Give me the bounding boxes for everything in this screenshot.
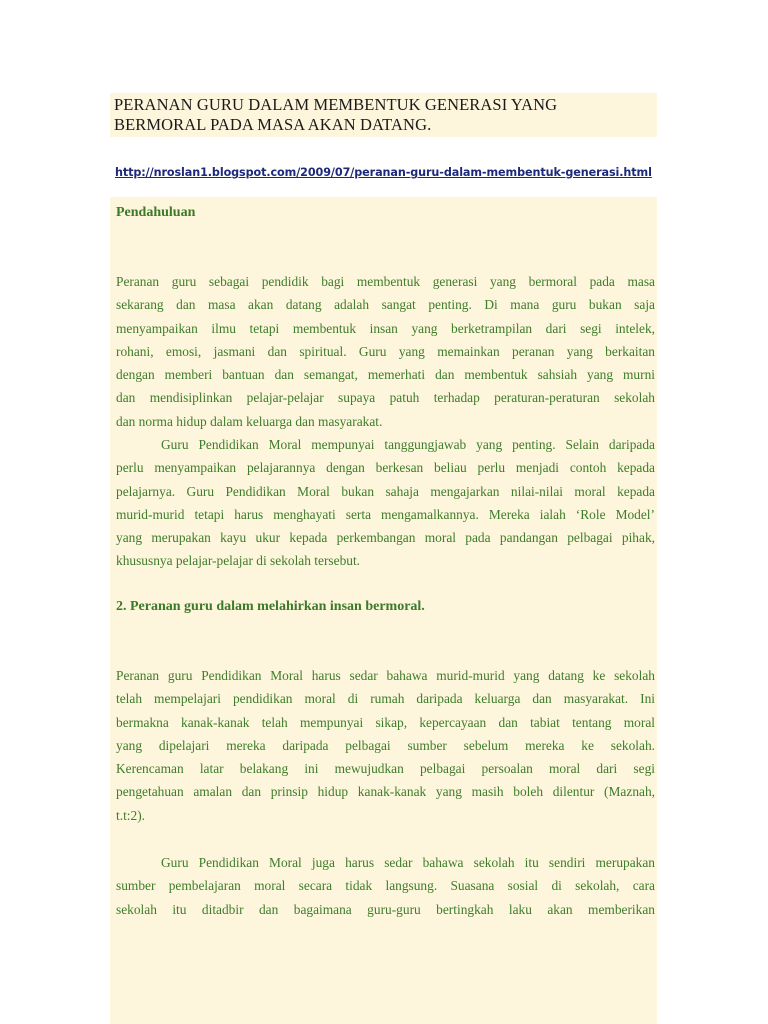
paragraph-line: rohani, emosi, jasmani dan spiritual. Guru yang memainkan peranan yang berkaitan xyxy=(116,343,655,359)
source-link[interactable]: http://nroslan1.blogspot.com/2009/07/peranan-guru-dalam-membentuk-generasi.html xyxy=(115,166,652,179)
paragraph-line: sekarang dan masa akan datang adalah sangat penting. Di mana guru bukan saja xyxy=(116,297,655,313)
paragraph-line: telah mempelajari pendidikan moral di rumah daripada keluarga dan masyarakat. Ini xyxy=(116,691,655,707)
document-title xyxy=(110,93,657,137)
paragraph-line: murid-murid tetapi harus menghayati serta mengamalkannya. Mereka ialah ‘Role Model’ xyxy=(116,506,655,522)
paragraph-line: perlu menyampaikan pelajarannya dengan berkesan beliau perlu menjadi contoh kepada xyxy=(116,460,655,476)
paragraph-line: bermakna kanak-kanak telah mempunyai sikap, kepercayaan dan tabiat tentang moral xyxy=(116,714,655,730)
section-heading-2: 2. Peranan guru dalam melahirkan insan bermoral. xyxy=(116,599,425,614)
paragraph-line: yang dipelajari mereka daripada pelbagai sumber sebelum mereka ke sekolah. xyxy=(116,737,655,753)
paragraph-line: Guru Pendidikan Moral mempunyai tanggungjawab yang penting. Selain daripada xyxy=(161,437,655,452)
paragraph-line: dan norma hidup dalam keluarga dan masyarakat. xyxy=(116,413,383,429)
paragraph-intro-2 xyxy=(116,433,655,573)
paragraph-line: Guru Pendidikan Moral juga harus sedar bahawa sekolah itu sendiri merupakan xyxy=(161,855,655,870)
paragraph-line: sekolah itu ditadbir dan bagaimana guru-guru bertingkah laku akan memberikan xyxy=(116,901,655,917)
title-line-2: BERMORAL PADA MASA AKAN DATANG. xyxy=(114,115,432,134)
paragraph-line: khususnya pelajar-pelajar di sekolah tersebut. xyxy=(116,553,361,569)
section-heading-pendahuluan: Pendahuluan xyxy=(116,205,196,220)
paragraph-line: Peranan guru Pendidikan Moral harus sedar bahawa murid-murid yang datang ke sekolah xyxy=(116,668,655,683)
paragraph-line: pengetahuan amalan dan prinsip hidup kanak-kanak yang masih boleh dilentur (Maznah, xyxy=(116,784,655,800)
paragraph-section2-2 xyxy=(116,851,655,921)
paragraph-line: sumber pembelajaran moral secara tidak langsung. Suasana sosial di sekolah, cara xyxy=(116,878,655,894)
paragraph-line: Peranan guru sebagai pendidik bagi membentuk generasi yang bermoral pada masa xyxy=(116,274,655,289)
paragraph-line: menyampaikan ilmu tetapi membentuk insan yang berketrampilan dari segi intelek, xyxy=(116,320,655,336)
paragraph-section2-1 xyxy=(116,664,655,827)
paragraph-line: pelajarnya. Guru Pendidikan Moral bukan sahaja mengajarkan nilai-nilai moral kepada xyxy=(116,483,655,499)
paragraph-line: Kerencaman latar belakang ini mewujudkan pelbagai persoalan moral dari segi xyxy=(116,761,655,777)
document-body xyxy=(110,197,657,1024)
paragraph-line: yang merupakan kayu ukur kepada perkembangan moral pada pandangan pelbagai pihak, xyxy=(116,530,655,546)
title-line-1: PERANAN GURU DALAM MEMBENTUK GENERASI YANG xyxy=(114,95,558,114)
paragraph-intro-1 xyxy=(116,270,655,433)
paragraph-line: dan mendisiplinkan pelajar-pelajar supaya patuh terhadap peraturan-peraturan sekolah xyxy=(116,390,655,406)
paragraph-line: t.t:2). xyxy=(116,807,146,823)
paragraph-line: dengan memberi bantuan dan semangat, memerhati dan membentuk sahsiah yang murni xyxy=(116,367,655,383)
